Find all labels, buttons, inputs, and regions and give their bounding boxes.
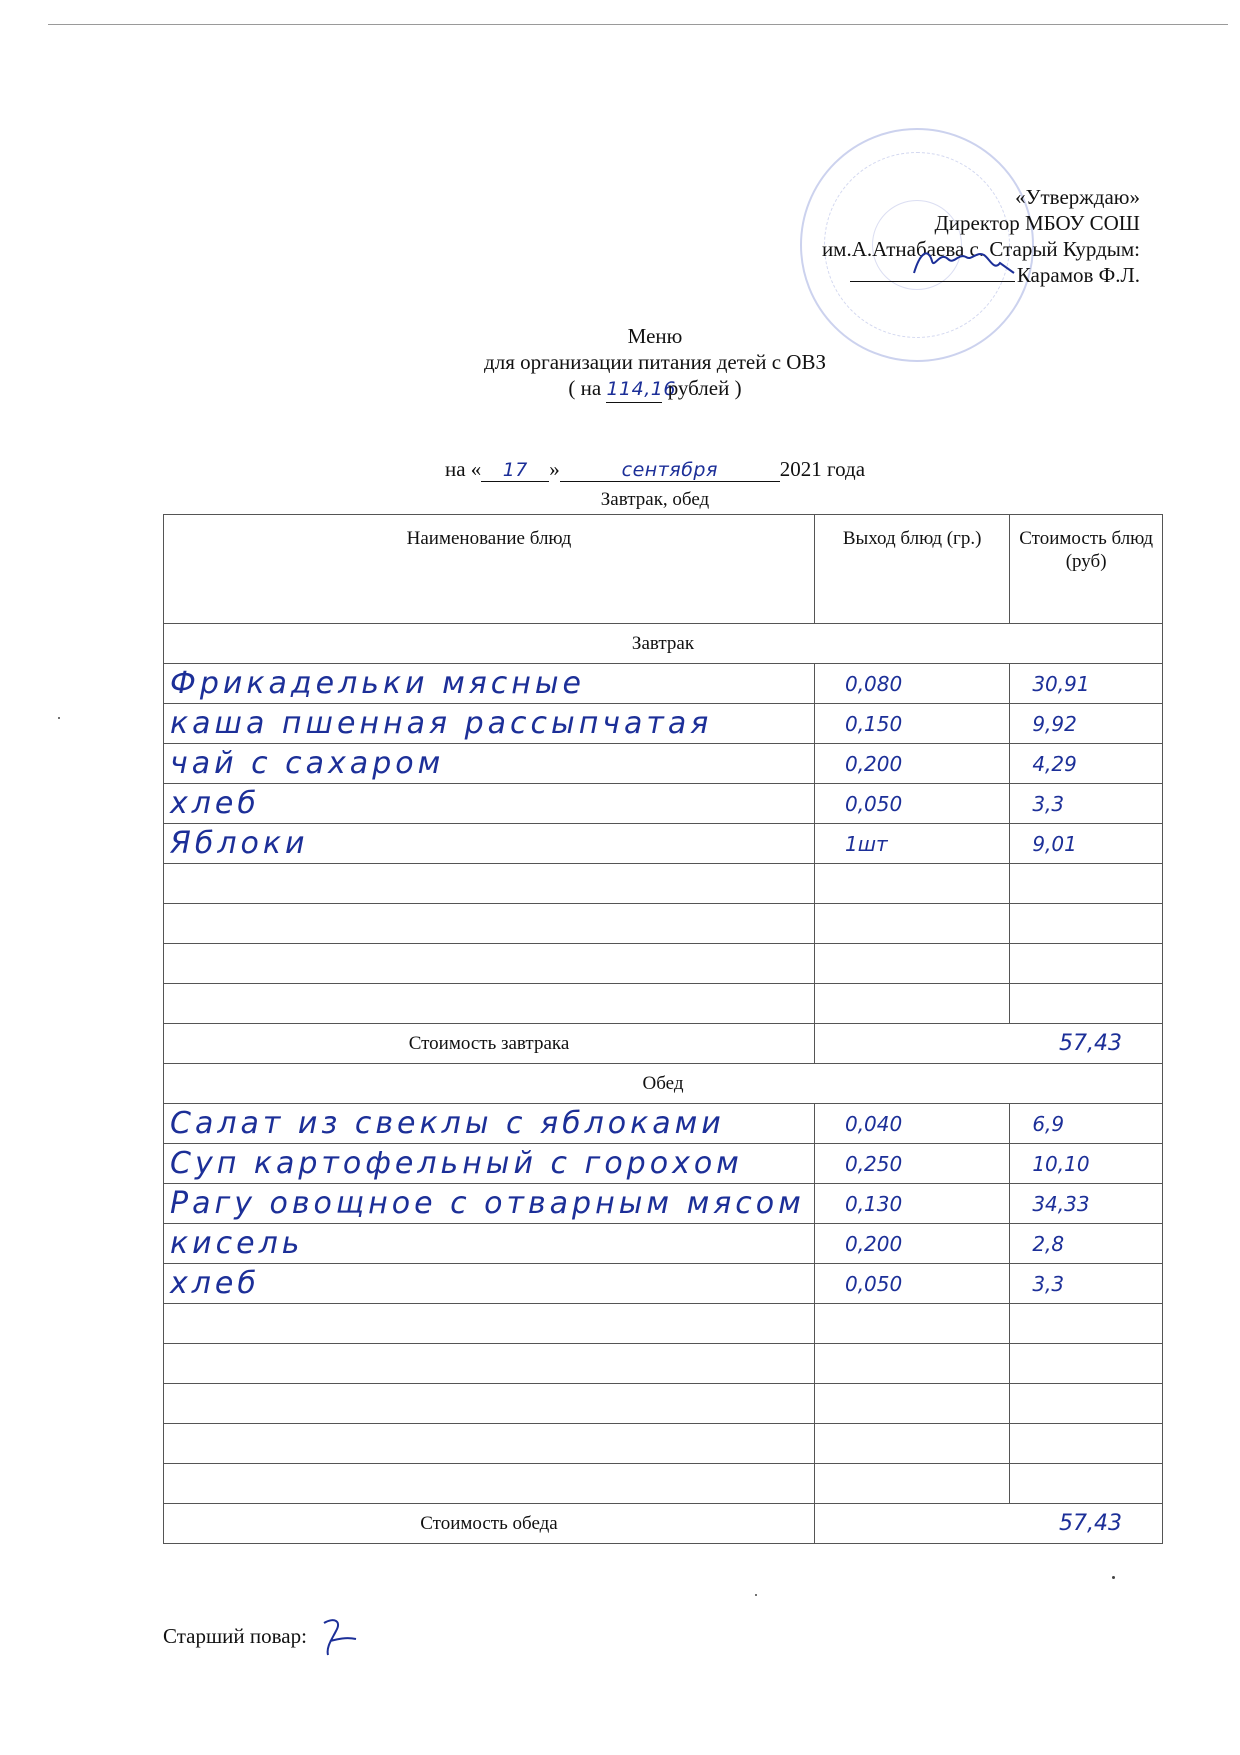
table-row — [164, 984, 1163, 1024]
lunch-total-row — [164, 1504, 1163, 1544]
director-signature — [910, 243, 1020, 283]
dish-yield — [814, 1344, 1009, 1384]
dish-name: Рагу овощное с отварным мясом — [164, 1184, 815, 1224]
table-body — [164, 624, 1163, 1544]
dish-cost: 30,91 — [1010, 664, 1163, 704]
document-title — [0, 323, 1240, 403]
price-suffix: рублей ) — [667, 376, 742, 400]
scan-speck — [58, 717, 60, 719]
header-yield: Выход блюд (гр.) — [814, 515, 1009, 624]
dish-cost — [1010, 1304, 1163, 1344]
dish-name — [164, 1384, 815, 1424]
dish-name: хлеб — [164, 1264, 815, 1304]
dish-cost — [1010, 944, 1163, 984]
dish-yield: 0,150 — [814, 704, 1009, 744]
dish-cost: 9,01 — [1010, 824, 1163, 864]
table-row — [164, 744, 1163, 784]
dish-yield: 0,130 — [814, 1184, 1009, 1224]
director-position: Директор МБОУ СОШ — [934, 211, 1140, 235]
title-purpose: для организации питания детей с ОВЗ — [484, 350, 826, 374]
dish-yield: 0,250 — [814, 1144, 1009, 1184]
dish-name — [164, 864, 815, 904]
breakfast-section-row — [164, 624, 1163, 664]
breakfast-total-value: 57,43 — [814, 1024, 1162, 1064]
table-row — [164, 1344, 1163, 1384]
table-row — [164, 1384, 1163, 1424]
dish-name: кисель — [164, 1224, 815, 1264]
lunch-total-value: 57,43 — [814, 1504, 1162, 1544]
table-row — [164, 1144, 1163, 1184]
dish-cost — [1010, 984, 1163, 1024]
dish-name: Салат из свеклы с яблоками — [164, 1104, 815, 1144]
dish-yield: 0,080 — [814, 664, 1009, 704]
table-row — [164, 1304, 1163, 1344]
dish-name — [164, 904, 815, 944]
dish-name: Суп картофельный с горохом — [164, 1144, 815, 1184]
date-prefix: на « — [444, 457, 482, 481]
table-row — [164, 1464, 1163, 1504]
dish-cost — [1010, 1424, 1163, 1464]
breakfast-section-label: Завтрак — [164, 624, 1163, 664]
header-cost: Стоимость блюд (руб) — [1010, 515, 1163, 624]
scan-speck — [1112, 1576, 1115, 1579]
dish-name: хлеб — [164, 784, 815, 824]
table-row — [164, 1184, 1163, 1224]
lunch-total-label: Стоимость обеда — [164, 1504, 815, 1544]
title-menu: Меню — [627, 324, 683, 348]
signature-field — [850, 263, 1015, 282]
dish-cost: 3,3 — [1010, 1264, 1163, 1304]
dish-cost — [1010, 1464, 1163, 1504]
dish-yield: 0,050 — [814, 1264, 1009, 1304]
breakfast-total-label: Стоимость завтрака — [164, 1024, 815, 1064]
table-row — [164, 1424, 1163, 1464]
table-header-row — [164, 515, 1163, 624]
dish-yield: 0,040 — [814, 1104, 1009, 1144]
dish-name: Яблоки — [164, 824, 815, 864]
cook-signature — [316, 1615, 366, 1661]
price-value: 114,16 — [606, 376, 662, 403]
dish-cost — [1010, 1344, 1163, 1384]
table-row — [164, 904, 1163, 944]
dish-cost: 34,33 — [1010, 1184, 1163, 1224]
dish-yield: 0,200 — [814, 1224, 1009, 1264]
director-name: Карамов Ф.Л. — [1016, 263, 1140, 287]
lunch-section-label: Обед — [164, 1064, 1163, 1104]
dish-cost — [1010, 1384, 1163, 1424]
dish-name — [164, 1304, 815, 1344]
dish-cost: 3,3 — [1010, 784, 1163, 824]
title-price-line — [0, 375, 1240, 403]
menu-table — [163, 514, 1163, 1544]
dish-yield — [814, 984, 1009, 1024]
dish-cost — [1010, 904, 1163, 944]
dish-yield: 0,050 — [814, 784, 1009, 824]
dish-cost: 9,92 — [1010, 704, 1163, 744]
dish-name — [164, 1424, 815, 1464]
school-name: им.А.Атнабаева с. Старый Курдым: — [821, 237, 1140, 261]
date-month: сентября — [560, 459, 780, 482]
dish-cost: 4,29 — [1010, 744, 1163, 784]
header-dish-name: Наименование блюд — [164, 515, 815, 624]
dish-cost: 2,8 — [1010, 1224, 1163, 1264]
dish-cost: 6,9 — [1010, 1104, 1163, 1144]
dish-name: каша пшенная рассыпчатая — [164, 704, 815, 744]
dish-name — [164, 1344, 815, 1384]
table-row — [164, 664, 1163, 704]
table-row — [164, 1104, 1163, 1144]
table-row — [164, 784, 1163, 824]
dish-name — [164, 1464, 815, 1504]
director-signature-line — [822, 262, 1140, 288]
scan-speck — [755, 1594, 757, 1596]
dish-yield — [814, 944, 1009, 984]
cook-label: Старший повар: — [163, 1623, 307, 1648]
table-row — [164, 1264, 1163, 1304]
scan-edge-line — [48, 24, 1228, 25]
dish-yield: 1шт — [814, 824, 1009, 864]
meals-label: Завтрак, обед — [600, 489, 710, 510]
dish-yield — [814, 1464, 1009, 1504]
approve-word: «Утверждаю» — [1015, 185, 1140, 209]
table-row — [164, 944, 1163, 984]
dish-yield — [814, 904, 1009, 944]
cook-signature-line — [163, 1615, 366, 1661]
date-mid: » — [549, 457, 560, 481]
dish-yield: 0,200 — [814, 744, 1009, 784]
dish-yield — [814, 1304, 1009, 1344]
table-row — [164, 864, 1163, 904]
date-day: 17 — [481, 459, 549, 482]
dish-yield — [814, 864, 1009, 904]
date-year: 2021 года — [779, 457, 866, 481]
table-row — [164, 824, 1163, 864]
dish-name — [164, 984, 815, 1024]
lunch-section-row — [164, 1064, 1163, 1104]
dish-cost — [1010, 864, 1163, 904]
dish-cost: 10,10 — [1010, 1144, 1163, 1184]
price-prefix: ( на — [568, 376, 602, 400]
dish-name — [164, 944, 815, 984]
table-row — [164, 704, 1163, 744]
dish-name: чай с сахаром — [164, 744, 815, 784]
dish-name: Фрикадельки мясные — [164, 664, 815, 704]
breakfast-total-row — [164, 1024, 1163, 1064]
approval-block — [822, 184, 1140, 288]
table-row — [164, 1224, 1163, 1264]
dish-yield — [814, 1424, 1009, 1464]
date-line — [0, 457, 1240, 482]
dish-yield — [814, 1384, 1009, 1424]
